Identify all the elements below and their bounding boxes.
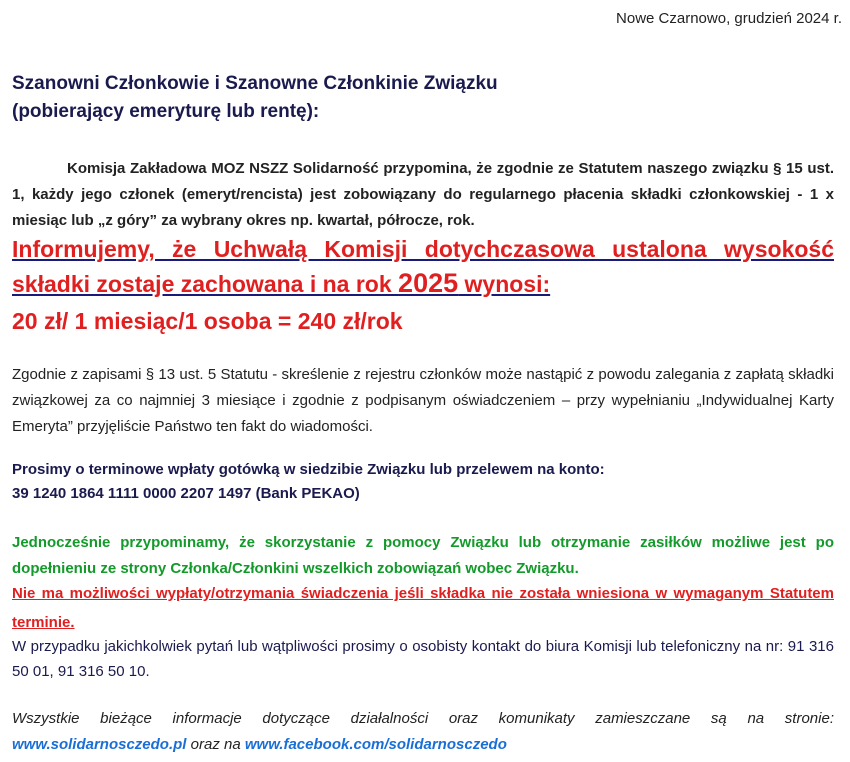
announcement-part-2: wynosi: xyxy=(458,271,551,297)
info-between: oraz na xyxy=(186,736,245,753)
website-link[interactable]: www.solidarnosczedo.pl xyxy=(12,736,187,753)
announcement-year: 2025 xyxy=(398,268,459,298)
dateline: Nowe Czarnowo, grudzień 2024 r. xyxy=(616,10,842,27)
intro-text: Komisja Zakładowa MOZ NSZZ Solidarność przypomina, że zgodnie ze Statutem naszego związku § 15 ust. 1, każdy jego członek (emeryt/rencista) jest zobowiązany do regularnego płacenia składki członkowskiej - 1 x miesiąc lub „z góry” za wybrany okres np. kwartał, półrocze, rok. xyxy=(12,160,834,229)
info-text: Wszystkie bieżące informacje dotyczące działalności oraz komunikaty zamieszczane są na stronie: xyxy=(12,710,834,727)
announcement xyxy=(12,232,834,301)
greeting-line-1: Szanowni Członkowie i Szanowne Członkinie Związku xyxy=(12,73,498,94)
announcement-part-1: Informujemy, że Uchwałą Komisji dotychczasowa ustalona wysokość składki zostaje zachowana i na rok xyxy=(12,236,834,297)
fee-amount: 20 zł/ 1 miesiąc/1 osoba = 240 zł/rok xyxy=(12,308,403,334)
info-paragraph xyxy=(12,706,834,758)
reminder-paragraph: Jednocześnie przypominamy, że skorzystanie z pomocy Związku lub otrzymanie zasiłków możliwe jest po dopełnieniu ze strony Członka/Członkini wszelkich zobowiązań wobec Związku. xyxy=(12,534,834,577)
greeting xyxy=(12,70,498,126)
warning-paragraph: Nie ma możliwości wypłaty/otrzymania świadczenia jeśli składka nie została wniesiona w wymaganym Statutem terminie. xyxy=(12,585,834,631)
statute-note: Zgodnie z zapisami § 13 ust. 5 Statutu - skreślenie z rejestru członków może nastąpić z powodu zalegania z zapłatą składki związkowej za co najmniej 3 miesiące i zgodnie z podpisanym oświadczeniem – przy wypełnianiu „Indywidualnej Karty Emeryta” przyjęliście Państwo ten fakt do wiadomości. xyxy=(12,366,834,435)
payment-info xyxy=(12,458,834,506)
facebook-link[interactable]: www.facebook.com/solidarnosczedo xyxy=(244,736,507,753)
contact-paragraph: W przypadku jakichkolwiek pytań lub wątpliwości prosimy o osobisty kontakt do biura Komisji lub telefoniczny na nr: 91 316 50 01, 91 316 50 10. xyxy=(12,638,834,680)
greeting-line-2: (pobierający emeryturę lub rentę): xyxy=(12,101,320,122)
payment-line-1: Prosimy o terminowe wpłaty gotówką w siedzibie Związku lub przelewem na konto: xyxy=(12,461,605,478)
intro-paragraph xyxy=(12,156,834,234)
bank-account: 39 1240 1864 1111 0000 2207 1497 (Bank PEKAO) xyxy=(12,485,360,502)
